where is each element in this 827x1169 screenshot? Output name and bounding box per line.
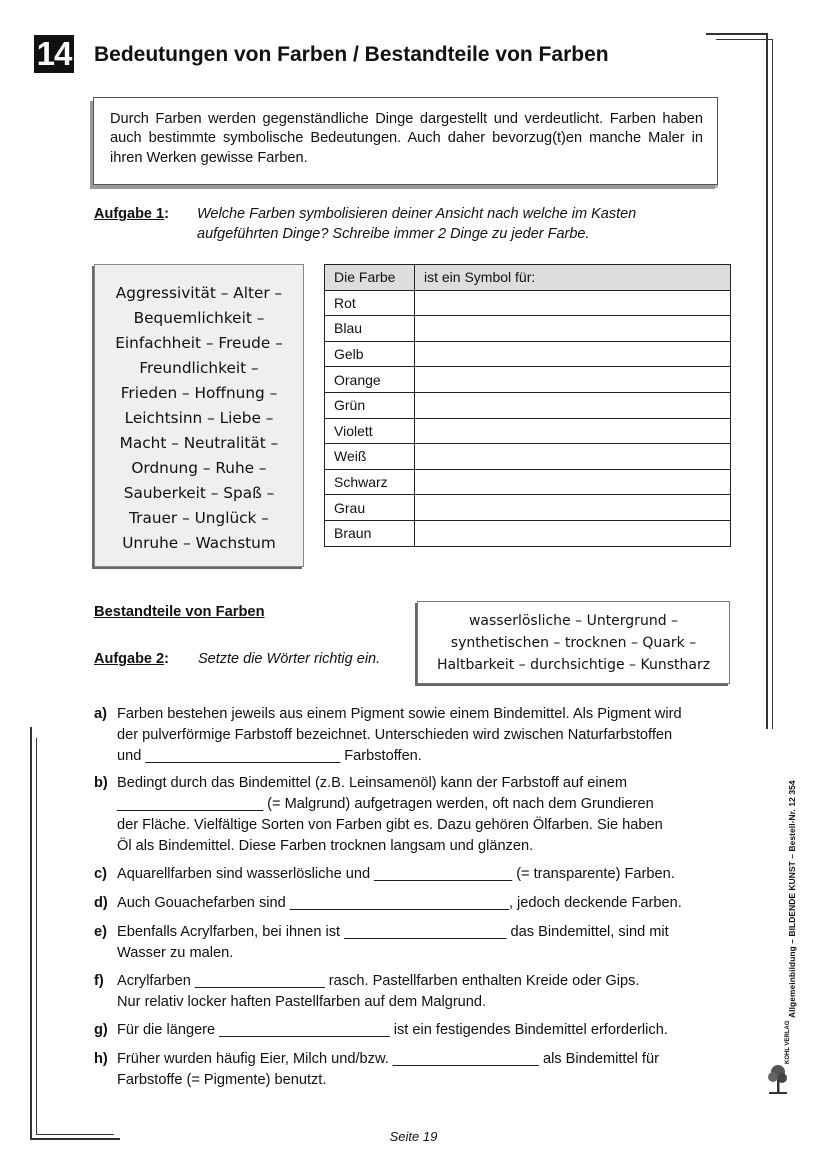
color-cell: Rot — [325, 290, 415, 316]
exercise-item-h — [94, 1049, 744, 1091]
table-row — [325, 392, 731, 418]
table-row — [325, 444, 731, 470]
item-line: der pulverförmige Farbstoff bezeichnet. Unterschieden wird zwischen Naturfarbstoffen — [117, 727, 673, 743]
item-line: der Fläche. Vielfältige Sorten von Farben gibt es. Dazu gehören Ölfarben. Sie haben — [117, 817, 663, 833]
item-line: Acrylfarben ________________ rasch. Pastellfarben enthalten Kreide oder Gips. — [117, 973, 640, 989]
item-label: g) — [94, 1022, 108, 1038]
section2-title: Bestandteile von Farben — [94, 604, 265, 620]
item-line: __________________ (= Malgrund) aufgetragen werden, oft nach dem Grundieren — [117, 796, 654, 812]
intro-box — [93, 97, 718, 185]
word-line: Sauberkeit – Spaß – — [123, 484, 275, 502]
frame-line-top-right-h2 — [716, 39, 772, 40]
task1-instruction-line2: aufgeführten Dinge? Schreibe immer 2 Dinge zu jeder Farbe. — [197, 226, 590, 242]
frame-line-bottom-left-v — [30, 727, 32, 1139]
word-line: Bequemlichkeit – — [133, 309, 265, 327]
word-line: Freundlichkeit – — [139, 359, 259, 377]
item-label: f) — [94, 973, 104, 989]
item-line: Farben bestehen jeweils aus einem Pigment sowie einem Bindemittel. Als Pigment wird — [117, 706, 682, 722]
table-header-row — [325, 265, 731, 291]
task1-heading — [94, 206, 169, 222]
page-footer: Seite 19 — [389, 1129, 438, 1144]
item-line: Wasser zu malen. — [117, 945, 234, 961]
item-line: Nur relativ locker haften Pastellfarben auf dem Malgrund. — [117, 994, 487, 1010]
table-row — [325, 290, 731, 316]
word-line: Frieden – Hoffnung – — [120, 384, 278, 402]
task2-heading — [94, 651, 169, 667]
exercise-item-a — [94, 704, 744, 767]
answer-cell[interactable] — [415, 495, 731, 521]
color-cell: Weiß — [325, 444, 415, 470]
color-cell: Gelb — [325, 341, 415, 367]
page-number-badge: 14 — [34, 35, 74, 73]
word-line: Macht – Neutralität – — [119, 434, 279, 452]
word-line: Leichtsinn – Liebe – — [124, 409, 274, 427]
item-line: Ebenfalls Acrylfarben, bei ihnen ist ____________________ das Bindemittel, sind mit — [117, 924, 669, 940]
answer-cell[interactable] — [415, 444, 731, 470]
side-publisher-info: Allgemeinbildung – BILDENDE KUNST – Bestell-Nr. 12 354 — [787, 780, 797, 1018]
item-line: Farbstoffe (= Pigmente) benutzt. — [117, 1072, 327, 1088]
word-line: Haltbarkeit – durchsichtige – Kunstharz — [436, 657, 711, 673]
word-line: Trauer – Unglück – — [129, 509, 269, 527]
frame-line-top-right-v — [766, 33, 768, 729]
item-label: c) — [94, 866, 107, 882]
word-line: Unruhe – Wachstum — [122, 534, 276, 552]
color-cell: Grün — [325, 392, 415, 418]
task1-instruction-line1: Welche Farben symbolisieren deiner Ansicht nach welche im Kasten — [197, 206, 637, 222]
table-header-symbol: ist ein Symbol für: — [415, 265, 731, 291]
frame-line-bottom-left-v2 — [36, 738, 37, 1135]
item-label: e) — [94, 924, 107, 940]
table-row — [325, 341, 731, 367]
color-symbol-table — [324, 264, 731, 547]
word-box-1 — [94, 264, 304, 567]
frame-line-top-right-v2 — [772, 39, 773, 729]
item-line: Bedingt durch das Bindemittel (z.B. Leinsamenöl) kann der Farbstoff auf einem — [117, 775, 627, 791]
exercise-item-b — [94, 773, 744, 857]
answer-cell[interactable] — [415, 392, 731, 418]
item-label: a) — [94, 706, 107, 722]
item-label: b) — [94, 775, 108, 791]
word-line: wasserlösliche – Untergrund – — [468, 613, 679, 629]
table-row — [325, 367, 731, 393]
item-label: d) — [94, 895, 108, 911]
color-cell: Grau — [325, 495, 415, 521]
task2-colon: : — [164, 651, 169, 667]
item-line: Öl als Bindemittel. Diese Farben trocknen langsam und glänzen. — [117, 838, 534, 854]
task1-label: Aufgabe 1 — [94, 206, 165, 222]
word-box-2 — [417, 601, 730, 684]
table-row — [325, 495, 731, 521]
task2-instruction: Setzte die Wörter richtig ein. — [198, 651, 381, 667]
table-row — [325, 520, 731, 546]
page-title: Bedeutungen von Farben / Bestandteile von Farben — [94, 43, 609, 66]
item-line: und ________________________ Farbstoffen. — [117, 748, 422, 764]
color-cell: Violett — [325, 418, 415, 444]
answer-cell[interactable] — [415, 469, 731, 495]
answer-cell[interactable] — [415, 367, 731, 393]
color-cell: Blau — [325, 316, 415, 342]
task2-label: Aufgabe 2 — [94, 651, 165, 667]
exercise-item-d — [94, 893, 744, 914]
color-cell: Orange — [325, 367, 415, 393]
answer-cell[interactable] — [415, 520, 731, 546]
publisher-logo-text: KOHL VERLAG — [785, 1020, 791, 1064]
item-line: Aquarellfarben sind wasserlösliche und _________________ (= transparente) Farben. — [117, 866, 675, 882]
answer-cell[interactable] — [415, 418, 731, 444]
table-row — [325, 469, 731, 495]
item-label: h) — [94, 1051, 108, 1067]
exercise-item-g — [94, 1020, 744, 1041]
publisher-tree-logo — [766, 1062, 790, 1096]
table-row — [325, 418, 731, 444]
word-line: Einfachheit – Freude – — [115, 334, 283, 352]
exercise-item-c — [94, 864, 744, 885]
answer-cell[interactable] — [415, 341, 731, 367]
intro-text: Durch Farben werden gegenständliche Dinge dargestellt und verdeutlicht. Farben haben auch bestimmte symbolische Bedeutungen. Auch daher bevorzug(t)en manche Maler in ihren Werken gewisse Farben. — [110, 111, 703, 166]
task1-colon: : — [164, 206, 169, 222]
exercise-item-e — [94, 922, 744, 964]
exercise-item-f — [94, 971, 744, 1013]
color-cell: Schwarz — [325, 469, 415, 495]
item-line: Auch Gouachefarben sind ___________________________, jedoch deckende Farben. — [117, 895, 682, 911]
word-line: Ordnung – Ruhe – — [131, 459, 267, 477]
item-line: Für die längere _____________________ ist ein festigendes Bindemittel erforderlich. — [117, 1022, 668, 1038]
table-header-color: Die Farbe — [325, 265, 415, 291]
word-line: Aggressivität – Alter – — [115, 284, 283, 302]
word-line: synthetischen – trocknen – Quark – — [450, 635, 697, 651]
item-line: Früher wurden häufig Eier, Milch und/bzw. __________________ als Bindemittel für — [117, 1051, 659, 1067]
table-row — [325, 316, 731, 342]
color-cell: Braun — [325, 520, 415, 546]
answer-cell[interactable] — [415, 290, 731, 316]
answer-cell[interactable] — [415, 316, 731, 342]
frame-line-top-right-h — [706, 33, 768, 35]
